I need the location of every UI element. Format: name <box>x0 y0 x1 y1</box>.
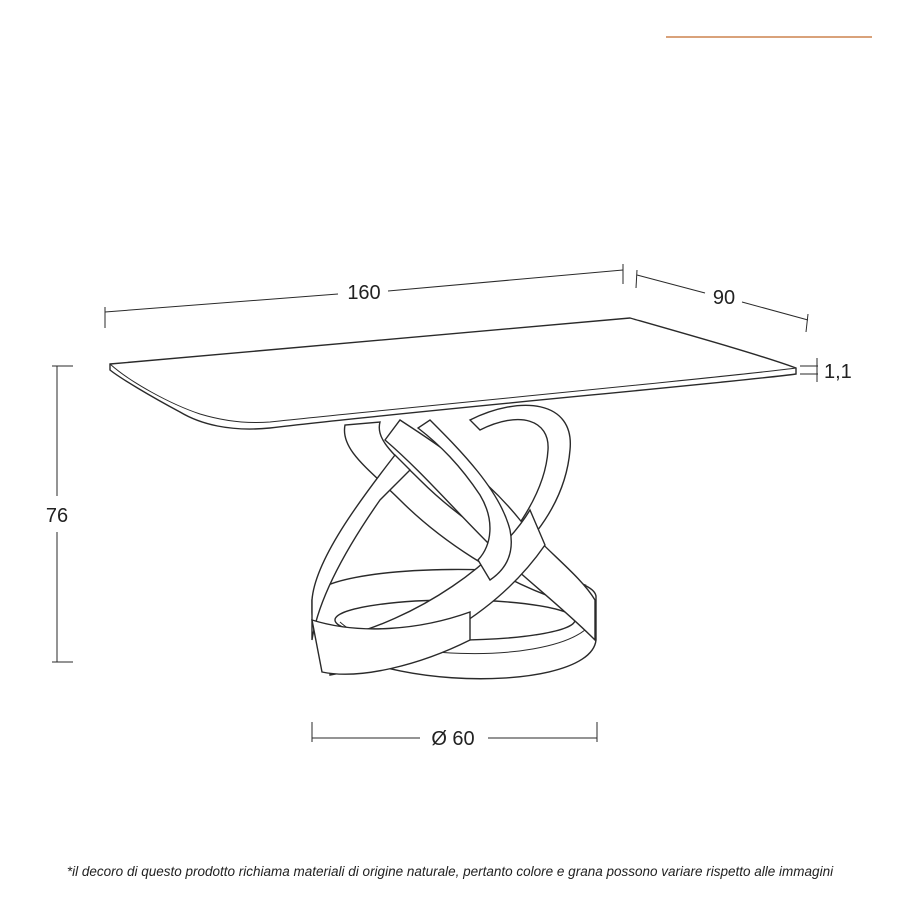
dimension-top-thickness <box>800 358 852 383</box>
material-disclaimer-note: *il decoro di questo prodotto richiama materiali di origine naturale, pertanto colore e grana possono variare rispetto alle immagini <box>66 864 834 879</box>
table-top <box>110 318 796 429</box>
table-ribbon-frame <box>312 405 595 675</box>
length-label: 160 <box>347 282 381 304</box>
base-diameter-label: Ø 60 <box>431 728 475 750</box>
height-label: 76 <box>45 505 69 527</box>
dimension-length <box>105 264 623 328</box>
dimension-base-diameter <box>312 722 597 750</box>
dimension-depth <box>636 270 808 332</box>
depth-label: 90 <box>712 287 736 309</box>
top-thickness-label: 1,1 <box>824 361 852 383</box>
dimension-height <box>46 366 73 662</box>
